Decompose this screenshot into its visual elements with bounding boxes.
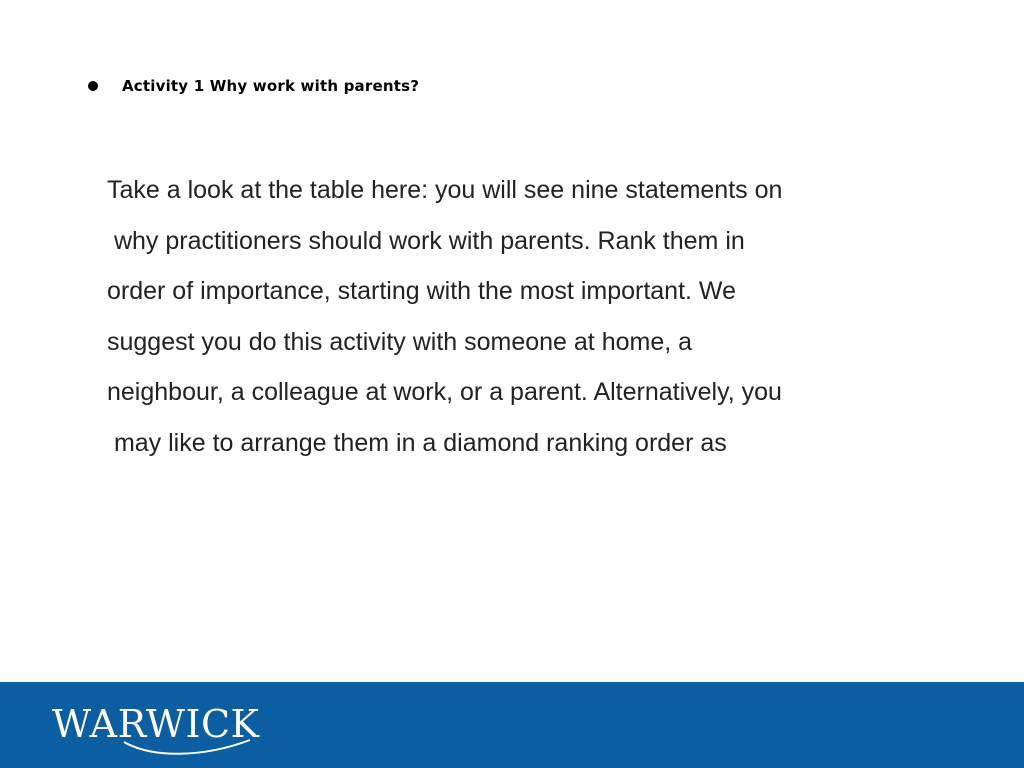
body-line: neighbour, a colleague at work, or a parent. Alternatively, you — [107, 378, 782, 406]
logo-text: WARWICK — [52, 702, 260, 746]
body-line: why practitioners should work with parents. Rank them in — [107, 226, 745, 255]
body-line: may like to arrange them in a diamond ranking order as — [107, 428, 727, 457]
body-line: suggest you do this activity with someone at home, a — [107, 327, 693, 356]
body-line: order of importance, starting with the most important. We — [107, 277, 736, 305]
slide-heading: Activity 1 Why work with parents? — [122, 77, 420, 95]
body-paragraph — [107, 168, 927, 471]
logo-swoosh-icon — [122, 736, 252, 756]
body-line: Take a look at the table here: you will see nine statements on — [107, 176, 783, 204]
bullet-icon — [88, 81, 98, 91]
footer-band — [0, 682, 1024, 768]
heading-bullet-row — [88, 74, 419, 98]
warwick-logo — [52, 702, 282, 754]
